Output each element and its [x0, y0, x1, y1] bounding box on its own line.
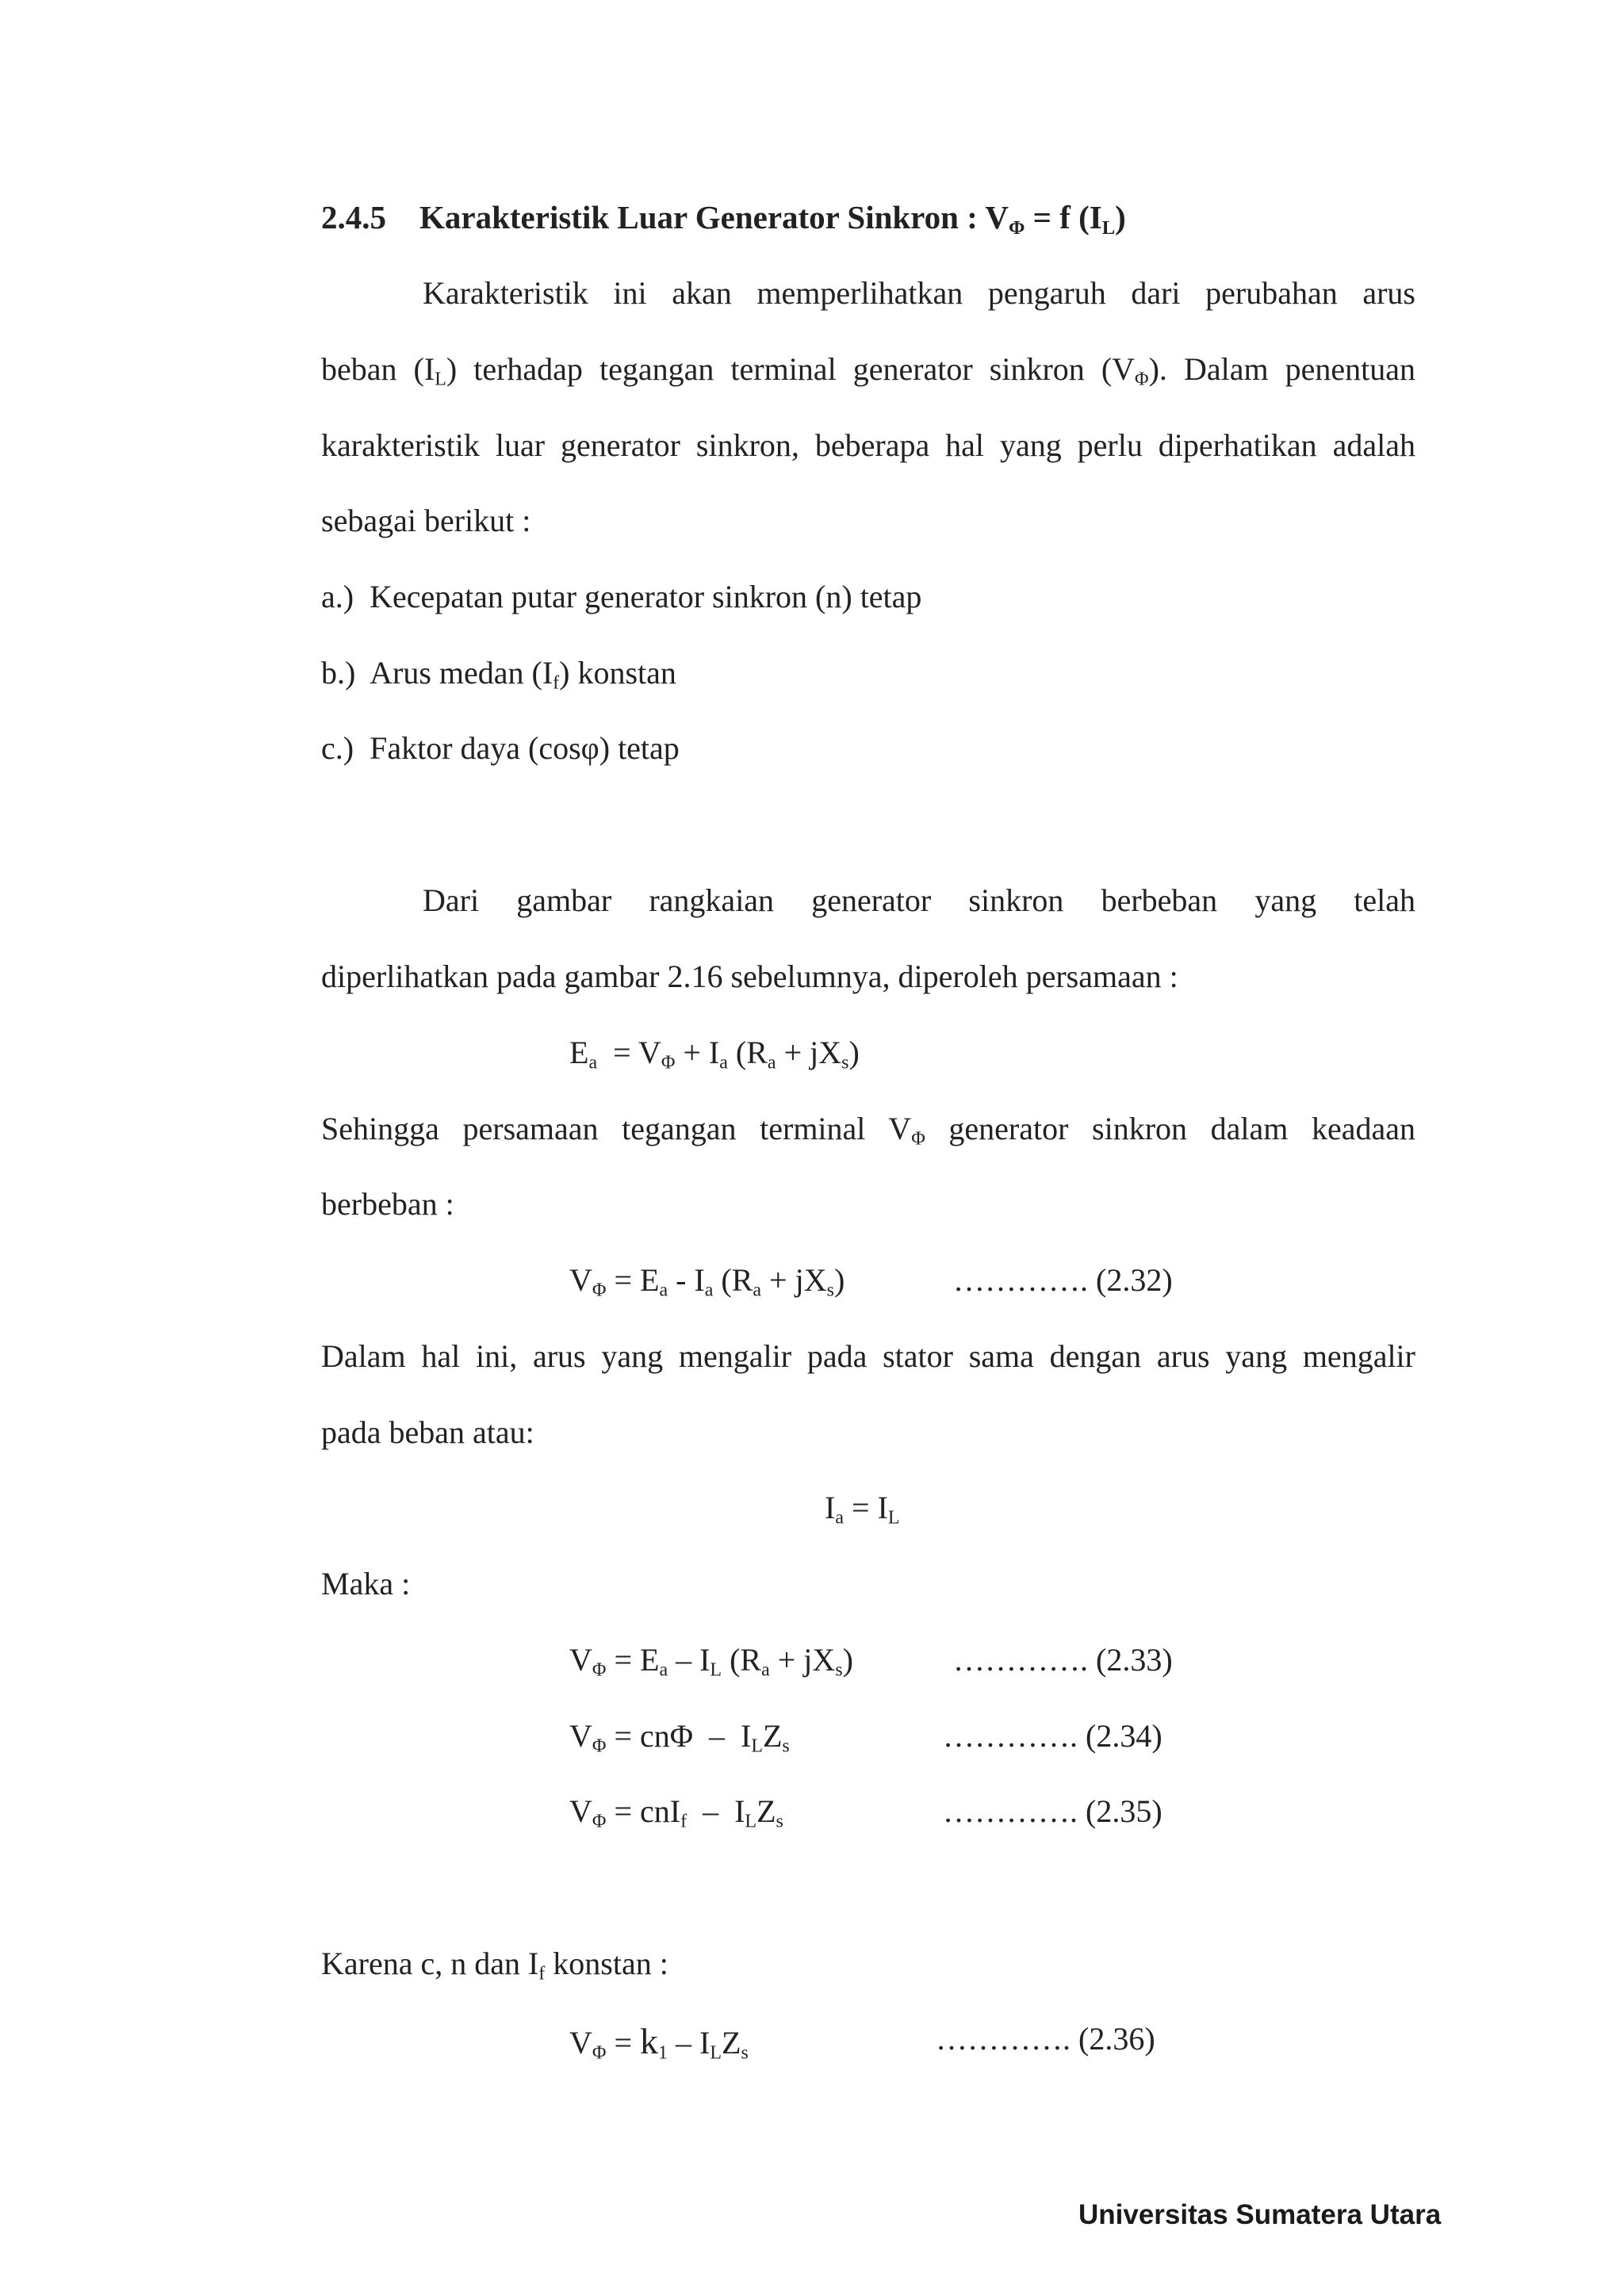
footer-university: Universitas Sumatera Utara [1078, 2199, 1442, 2230]
para1-line1: Karakteristik ini akan memperlihatkan pengaruh dari perubahan arus [423, 275, 1415, 311]
para3-line1: Sehingga persamaan tegangan terminal $V_\Phi$ generator sinkron dalam keadaan [321, 1111, 1416, 1150]
list-item-b: b.) Arus medan $(I_f)$ konstan [321, 655, 676, 694]
para2-line1: Dari gambar rangkaian generator sinkron berbeban yang telah [423, 882, 1415, 918]
list-item-c: c.) Faktor daya (cosφ) tetap [321, 730, 680, 766]
section-title: Karakteristik Luar Generator Sinkron : $V_\Phi = f$ $(I_L)$ [419, 199, 1126, 239]
section-heading [321, 199, 1126, 239]
list-item-a: a.) Kecepatan putar generator sinkron (n) tetap [321, 579, 922, 614]
equation-2-36-number: …………. (2.36) [936, 2021, 1155, 2057]
para1-line2: beban $(I_L)$ terhadap tegangan terminal generator sinkron $(V_\Phi)$. Dalam penentuan [321, 351, 1415, 390]
equation-2-35: $V_\Phi = cnI_f - I_LZ_s$ [569, 1793, 783, 1832]
maka-label: Maka : [321, 1566, 411, 1601]
para4-line1: Dalam hal ini, arus yang mengalir pada stator sama dengan arus yang mengalir [321, 1338, 1415, 1374]
equation-2-36: $V_\Phi = k_1 - I_LZ_s$ [569, 2021, 749, 2064]
equation-2-34: $V_\Phi = cn\Phi - I_LZ_s$ [569, 1718, 790, 1757]
equation-ea: $E_a = V_\Phi + I_a$ $(R_a + jX_s)$ [569, 1035, 860, 1073]
para3-line2: berbeban : [321, 1186, 454, 1222]
equation-ia-il: $I_a = I_L$ [825, 1490, 900, 1529]
equation-2-33: $V_\Phi = E_a - I_L$ $(R_a + jX_s)$ [569, 1642, 853, 1681]
para1-line4: sebagai berikut : [321, 503, 531, 538]
equation-2-32: $V_\Phi = E_a - I_a$ $(R_a + jX_s)$ [569, 1262, 845, 1301]
equation-2-32-number: …………. (2.32) [953, 1262, 1173, 1298]
karena-line: Karena c, n dan $I_f$ konstan : [321, 1946, 668, 1984]
para2-line2: diperlihatkan pada gambar 2.16 sebelumnya, diperoleh persamaan : [321, 959, 1178, 994]
equation-2-35-number: …………. (2.35) [943, 1793, 1162, 1829]
equation-2-34-number: …………. (2.34) [943, 1718, 1162, 1754]
para4-line2: pada beban atau: [321, 1414, 534, 1450]
equation-2-33-number: …………. (2.33) [953, 1642, 1173, 1678]
section-number: 2.4.5 [321, 199, 386, 235]
para1-line3: karakteristik luar generator sinkron, beberapa hal yang perlu diperhatikan adalah [321, 427, 1415, 463]
